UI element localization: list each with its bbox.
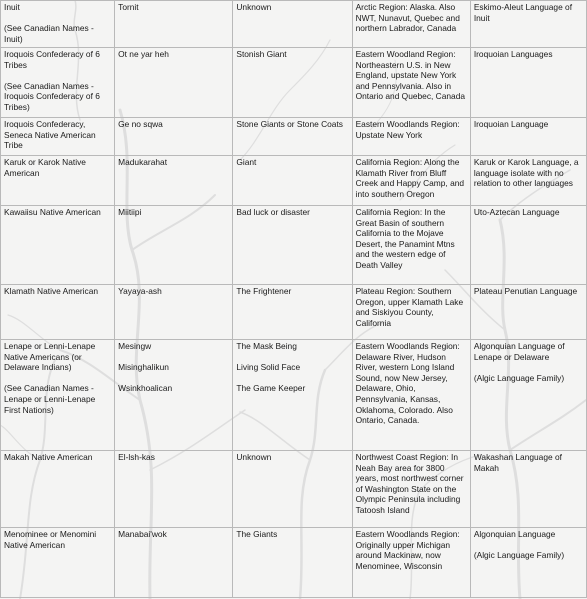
tribe-cell — [1, 206, 115, 285]
cell-text: Eastern Woodland Region: Northeastern U.S. in New England, upstate New York and Pennsylvania. Also in Ontario and Quebec, Canada — [355, 49, 466, 102]
cell-text: El-lsh-kas — [118, 452, 155, 462]
table-row — [1, 118, 587, 156]
cell-text: The Game Keeper — [236, 383, 306, 394]
meaning-cell — [233, 118, 352, 156]
native-name-cell — [115, 285, 233, 340]
line-gap — [236, 373, 348, 384]
cell-text: Tornit — [118, 2, 139, 12]
region-cell — [352, 451, 470, 528]
language-cell — [470, 1, 586, 48]
cell-text: Lenape or Lenni-Lenape Native Americans (or Delaware Indians) — [4, 341, 96, 373]
native-name-cell — [115, 48, 233, 118]
cell-text: California Region: Along the Klamath River from Bluff Creek and Happy Camp, and into southern Oregon — [355, 157, 465, 199]
cell-text: (Algic Language Family) — [473, 372, 565, 383]
cell-text: Unknown — [236, 2, 272, 12]
language-cell — [470, 118, 586, 156]
cell-text: Plateau Penutian Language — [473, 286, 578, 296]
table-row — [1, 48, 587, 118]
native-name-cell — [115, 451, 233, 528]
cell-text: Ge no sqwa — [118, 119, 163, 129]
region-cell — [352, 528, 470, 598]
tribe-cell — [1, 451, 115, 528]
cell-text: Karuk or Karok Language, a language isolate with no relation to other languages — [473, 157, 579, 189]
cell-text: The Frightener — [236, 286, 292, 296]
line-gap — [236, 352, 348, 363]
cell-text: Manabai'wok — [118, 529, 167, 539]
cell-text: Kawaiisu Native American — [4, 207, 101, 217]
cell-text: Misinghalikun — [118, 362, 169, 373]
table-body — [1, 1, 587, 598]
table-row — [1, 285, 587, 340]
language-cell — [470, 340, 586, 451]
cell-text: Stone Giants or Stone Coats — [236, 119, 343, 129]
cell-text: Giant — [236, 157, 257, 167]
region-cell — [352, 1, 470, 48]
native-name-cell — [115, 118, 233, 156]
tribe-cell — [1, 528, 115, 598]
tribe-cell — [1, 285, 115, 340]
meaning-cell — [233, 48, 352, 118]
cell-text: Iroquoian Languages — [473, 49, 553, 59]
cell-text: Algonquian Language of Lenape or Delaware — [473, 341, 565, 362]
cell-text: Iroquoian Language — [473, 119, 549, 129]
region-cell — [352, 48, 470, 118]
meaning-cell — [233, 156, 352, 206]
native-name-cell — [115, 340, 233, 451]
cell-text: Menominee or Menomini Native American — [4, 529, 97, 550]
meaning-cell — [233, 1, 352, 48]
region-cell — [352, 156, 470, 206]
line-gap — [118, 373, 229, 384]
tribe-cell — [1, 340, 115, 451]
cell-text: Iroquois Confederacy, Seneca Native American Tribe — [4, 119, 96, 151]
cell-text: Living Solid Face — [236, 362, 301, 373]
cell-text: Stonish Giant — [236, 49, 287, 59]
cell-text: Karuk or Karok Native American — [4, 157, 86, 178]
tribe-cell — [1, 118, 115, 156]
region-cell — [352, 118, 470, 156]
cell-text: Ot ne yar heh — [118, 49, 169, 59]
cell-text: The Giants — [236, 529, 278, 539]
line-gap — [4, 70, 111, 81]
tribe-cell — [1, 156, 115, 206]
cell-text: The Mask Being — [236, 341, 297, 351]
cell-text: (See Canadian Names - Iroquois Confederacy of 6 Tribes) — [4, 80, 100, 112]
cell-text: California Region: In the Great Basin of southern California to the Mojave Desert, the Panamint Mtns and the western edge of Death Valley — [355, 207, 455, 270]
meaning-cell — [233, 206, 352, 285]
language-cell — [470, 206, 586, 285]
line-gap — [118, 352, 229, 363]
native-name-cell — [115, 1, 233, 48]
line-gap — [4, 13, 111, 24]
table-row — [1, 156, 587, 206]
language-cell — [470, 451, 586, 528]
cell-text: (See Canadian Names - Lenape or Lenni-Lenape First Nations) — [4, 383, 96, 415]
cell-text: Plateau Region: Southern Oregon, upper Klamath Lake and Siskiyou County, California — [355, 286, 464, 328]
cell-text: Uto-Aztecan Language — [473, 207, 560, 217]
tribe-cell — [1, 48, 115, 118]
cell-text: Bad luck or disaster — [236, 207, 310, 217]
cell-text: Miitiipi — [118, 207, 142, 217]
cell-text: Inuit — [4, 2, 20, 12]
line-gap — [474, 362, 583, 373]
table-row — [1, 206, 587, 285]
cell-text: Mesingw — [118, 341, 152, 351]
table-row — [1, 340, 587, 451]
line-gap — [474, 540, 583, 551]
cell-text: (Algic Language Family) — [473, 550, 565, 561]
language-cell — [470, 285, 586, 340]
region-cell — [352, 285, 470, 340]
native-name-cell — [115, 528, 233, 598]
cell-text: Wakashan Language of Makah — [473, 452, 562, 473]
cell-text: Iroquois Confederacy of 6 Tribes — [4, 49, 100, 70]
cell-text: Eskimo-Aleut Language of Inuit — [473, 2, 573, 23]
cell-text: Algonquian Language — [473, 529, 556, 539]
table-row — [1, 528, 587, 598]
cell-text: Madukarahat — [118, 157, 168, 167]
native-name-cell — [115, 156, 233, 206]
language-cell — [470, 48, 586, 118]
cell-text: Wsinkhoalican — [118, 383, 173, 394]
region-cell — [352, 206, 470, 285]
cell-text: Unknown — [236, 452, 272, 462]
region-cell — [352, 340, 470, 451]
meaning-cell — [233, 340, 352, 451]
native-name-cell — [115, 206, 233, 285]
cell-text: Makah Native American — [4, 452, 93, 462]
language-cell — [470, 528, 586, 598]
meaning-cell — [233, 285, 352, 340]
cell-text: Eastern Woodlands Region: Upstate New York — [355, 119, 460, 140]
language-cell — [470, 156, 586, 206]
meaning-cell — [233, 451, 352, 528]
cell-text: Eastern Woodlands Region: Originally upper Michigan around Mackinaw, now Menominee, Wisconsin — [355, 529, 460, 571]
table-row — [1, 451, 587, 528]
table-row — [1, 1, 587, 48]
cell-text: Eastern Woodlands Region: Delaware River, Hudson River, western Long Island Sound, now New Jersey, Delaware, Ohio, Pennsylvania, Kansas, Oklahoma, Colorado. Also Ontario, Canada. — [355, 341, 460, 426]
cell-text: Yayaya-ash — [118, 286, 162, 296]
line-gap — [4, 373, 111, 384]
cell-text: Northwest Coast Region: In Neah Bay area for 3800 years, most northwest corner of Washington State on the Olympic Peninsula including Tatoosh Island — [355, 452, 464, 515]
meaning-cell — [233, 528, 352, 598]
cell-text: (See Canadian Names - Inuit) — [4, 23, 94, 44]
cell-text: Arctic Region: Alaska. Also NWT, Nunavut, Quebec and northern Labrador, Canada — [355, 2, 460, 34]
cell-text: Klamath Native American — [4, 286, 99, 296]
tribe-cell — [1, 1, 115, 48]
